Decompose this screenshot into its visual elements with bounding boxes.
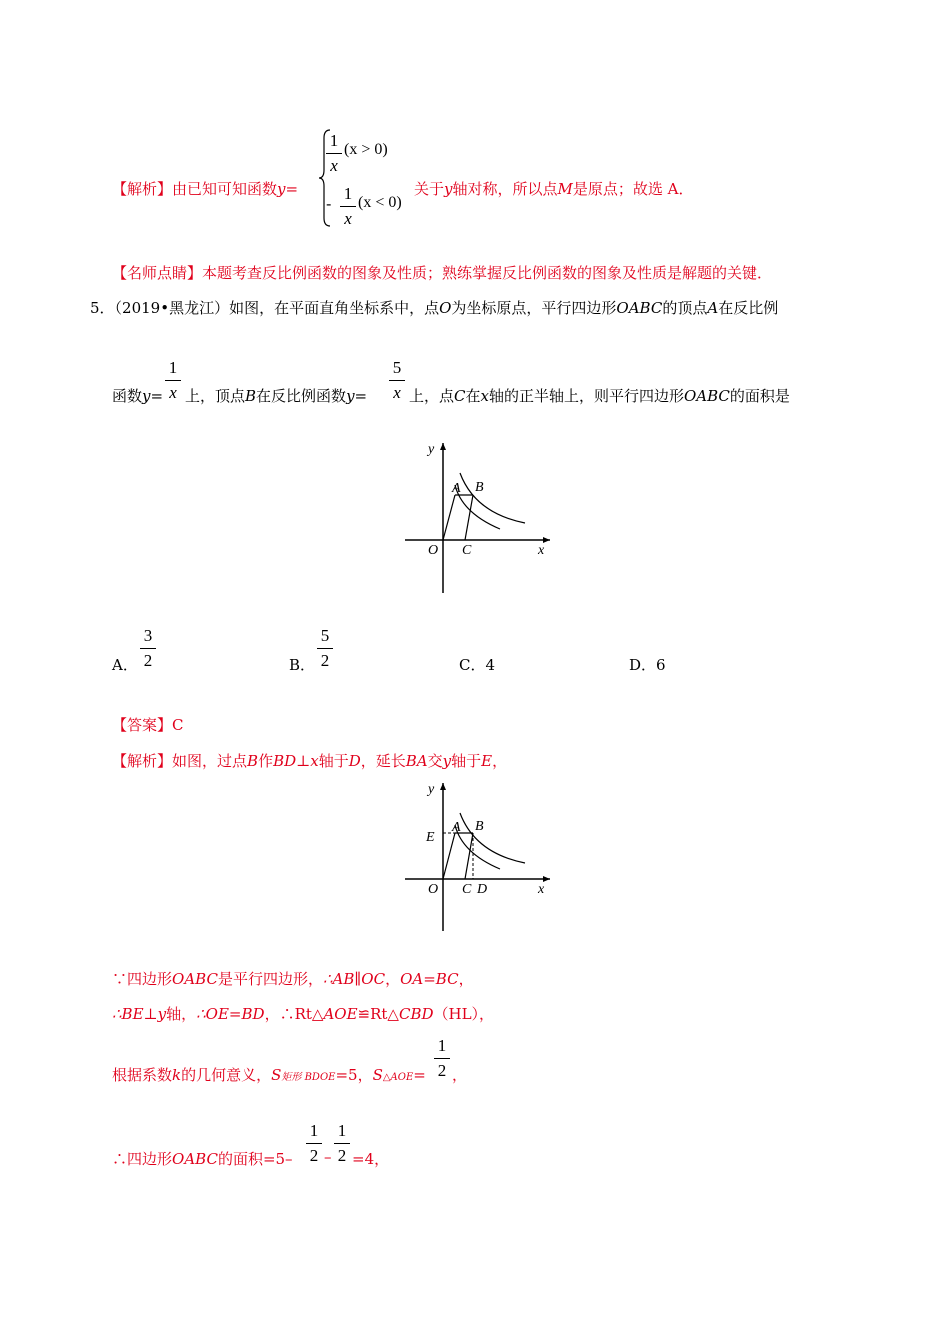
- figure-2-graph: [400, 775, 560, 935]
- step-4-fraction-2: 1 2: [334, 1121, 350, 1166]
- piece1-fraction: 1 x: [326, 131, 342, 176]
- q5-stem-line2a: 函数y=: [112, 387, 164, 405]
- step-3: 根据系数k的几何意义，S矩形 BDOE=5，S△AOE=: [112, 1066, 426, 1084]
- answer-line: [112, 714, 184, 735]
- label-B: B: [475, 819, 484, 834]
- label-B: B: [475, 480, 484, 495]
- label-E: E: [426, 830, 435, 845]
- piece2-condition: (x < 0): [358, 194, 402, 211]
- option-A-letter: A．: [112, 656, 138, 674]
- y-axis-arrow: [440, 783, 446, 790]
- step-4-fraction-1: 1 2: [306, 1121, 322, 1166]
- answer-label: 【答案】: [112, 716, 173, 734]
- piece1-condition: (x > 0): [344, 141, 388, 158]
- label-O: O: [428, 882, 439, 897]
- q5-stem-line2c: 上，点C在x轴的正半轴上，则平行四边形OABC的面积是: [409, 387, 790, 405]
- label-D: D: [477, 882, 488, 897]
- q5-fraction-5-over-x: 5 x: [389, 358, 405, 403]
- step-4-result: =4，: [352, 1150, 390, 1168]
- q4-analysis-line: 【解析】由已知可知函数y=: [112, 180, 299, 198]
- y-axis-arrow: [440, 443, 446, 450]
- edge-BC: [465, 495, 473, 540]
- step-4: ∴四边形OABC的面积=5–: [112, 1150, 293, 1168]
- label-y: y: [428, 782, 435, 797]
- label-A: A: [452, 481, 461, 496]
- answer-value: C: [172, 716, 184, 734]
- label-y: y: [428, 442, 435, 457]
- option-B-letter: B．: [289, 656, 316, 674]
- question-number: 5．: [90, 299, 115, 317]
- analysis-line: 【解析】如图，过点B作BD⊥x轴于D，延长BA交y轴于E，: [112, 752, 508, 770]
- analysis-label: 【解析】: [112, 752, 173, 770]
- q5-fraction-1-over-x: 1 x: [165, 358, 181, 403]
- tip-label: 【名师点睛】: [112, 264, 203, 282]
- option-C: C．4: [459, 656, 496, 674]
- piece2-fraction: 1 x: [340, 184, 356, 229]
- option-D: D．6: [629, 656, 666, 674]
- edge-BC: [465, 833, 473, 879]
- analysis-label: 【解析】: [112, 180, 173, 198]
- label-C: C: [462, 543, 472, 558]
- edge-OA: [443, 495, 455, 540]
- teacher-tip: 【名师点睛】本题考查反比例函数的图象及性质；熟练掌握反比例函数的图象及性质是解题的关键．: [112, 264, 773, 282]
- q5-stem-line2b: 上，顶点B在反比例函数y=: [185, 387, 368, 405]
- step-2: ∴BE⊥y轴，∴OE=BD，∴Rt△AOE≌Rt△CBD（HL），: [112, 1005, 495, 1023]
- step-3-fraction-half: 1 2: [434, 1036, 450, 1081]
- edge-OA: [443, 833, 455, 879]
- step-1: ∵四边形OABC是平行四边形，∴AB∥OC，OA=BC，: [112, 970, 474, 988]
- label-C: C: [462, 882, 472, 897]
- option-A-fraction: 3 2: [140, 626, 156, 671]
- step-3-end: ，: [452, 1066, 468, 1084]
- figure-1-graph: [400, 435, 560, 595]
- curve-5-over-x: [460, 813, 525, 863]
- label-x: x: [538, 882, 545, 897]
- label-A: A: [452, 820, 461, 835]
- step-4-minus: –: [324, 1148, 332, 1166]
- piece2-sign: -: [326, 194, 332, 213]
- label-x: x: [538, 543, 545, 558]
- label-O: O: [428, 543, 439, 558]
- q4-analysis-suffix: 关于y轴对称，所以点M是原点；故选 A．: [414, 180, 694, 198]
- q5-stem-line1: 5．（2019•黑龙江）如图，在平面直角坐标系中，点O为坐标原点，平行四边形OABC的顶点A在反比例: [90, 299, 779, 317]
- option-B-fraction: 5 2: [317, 626, 333, 671]
